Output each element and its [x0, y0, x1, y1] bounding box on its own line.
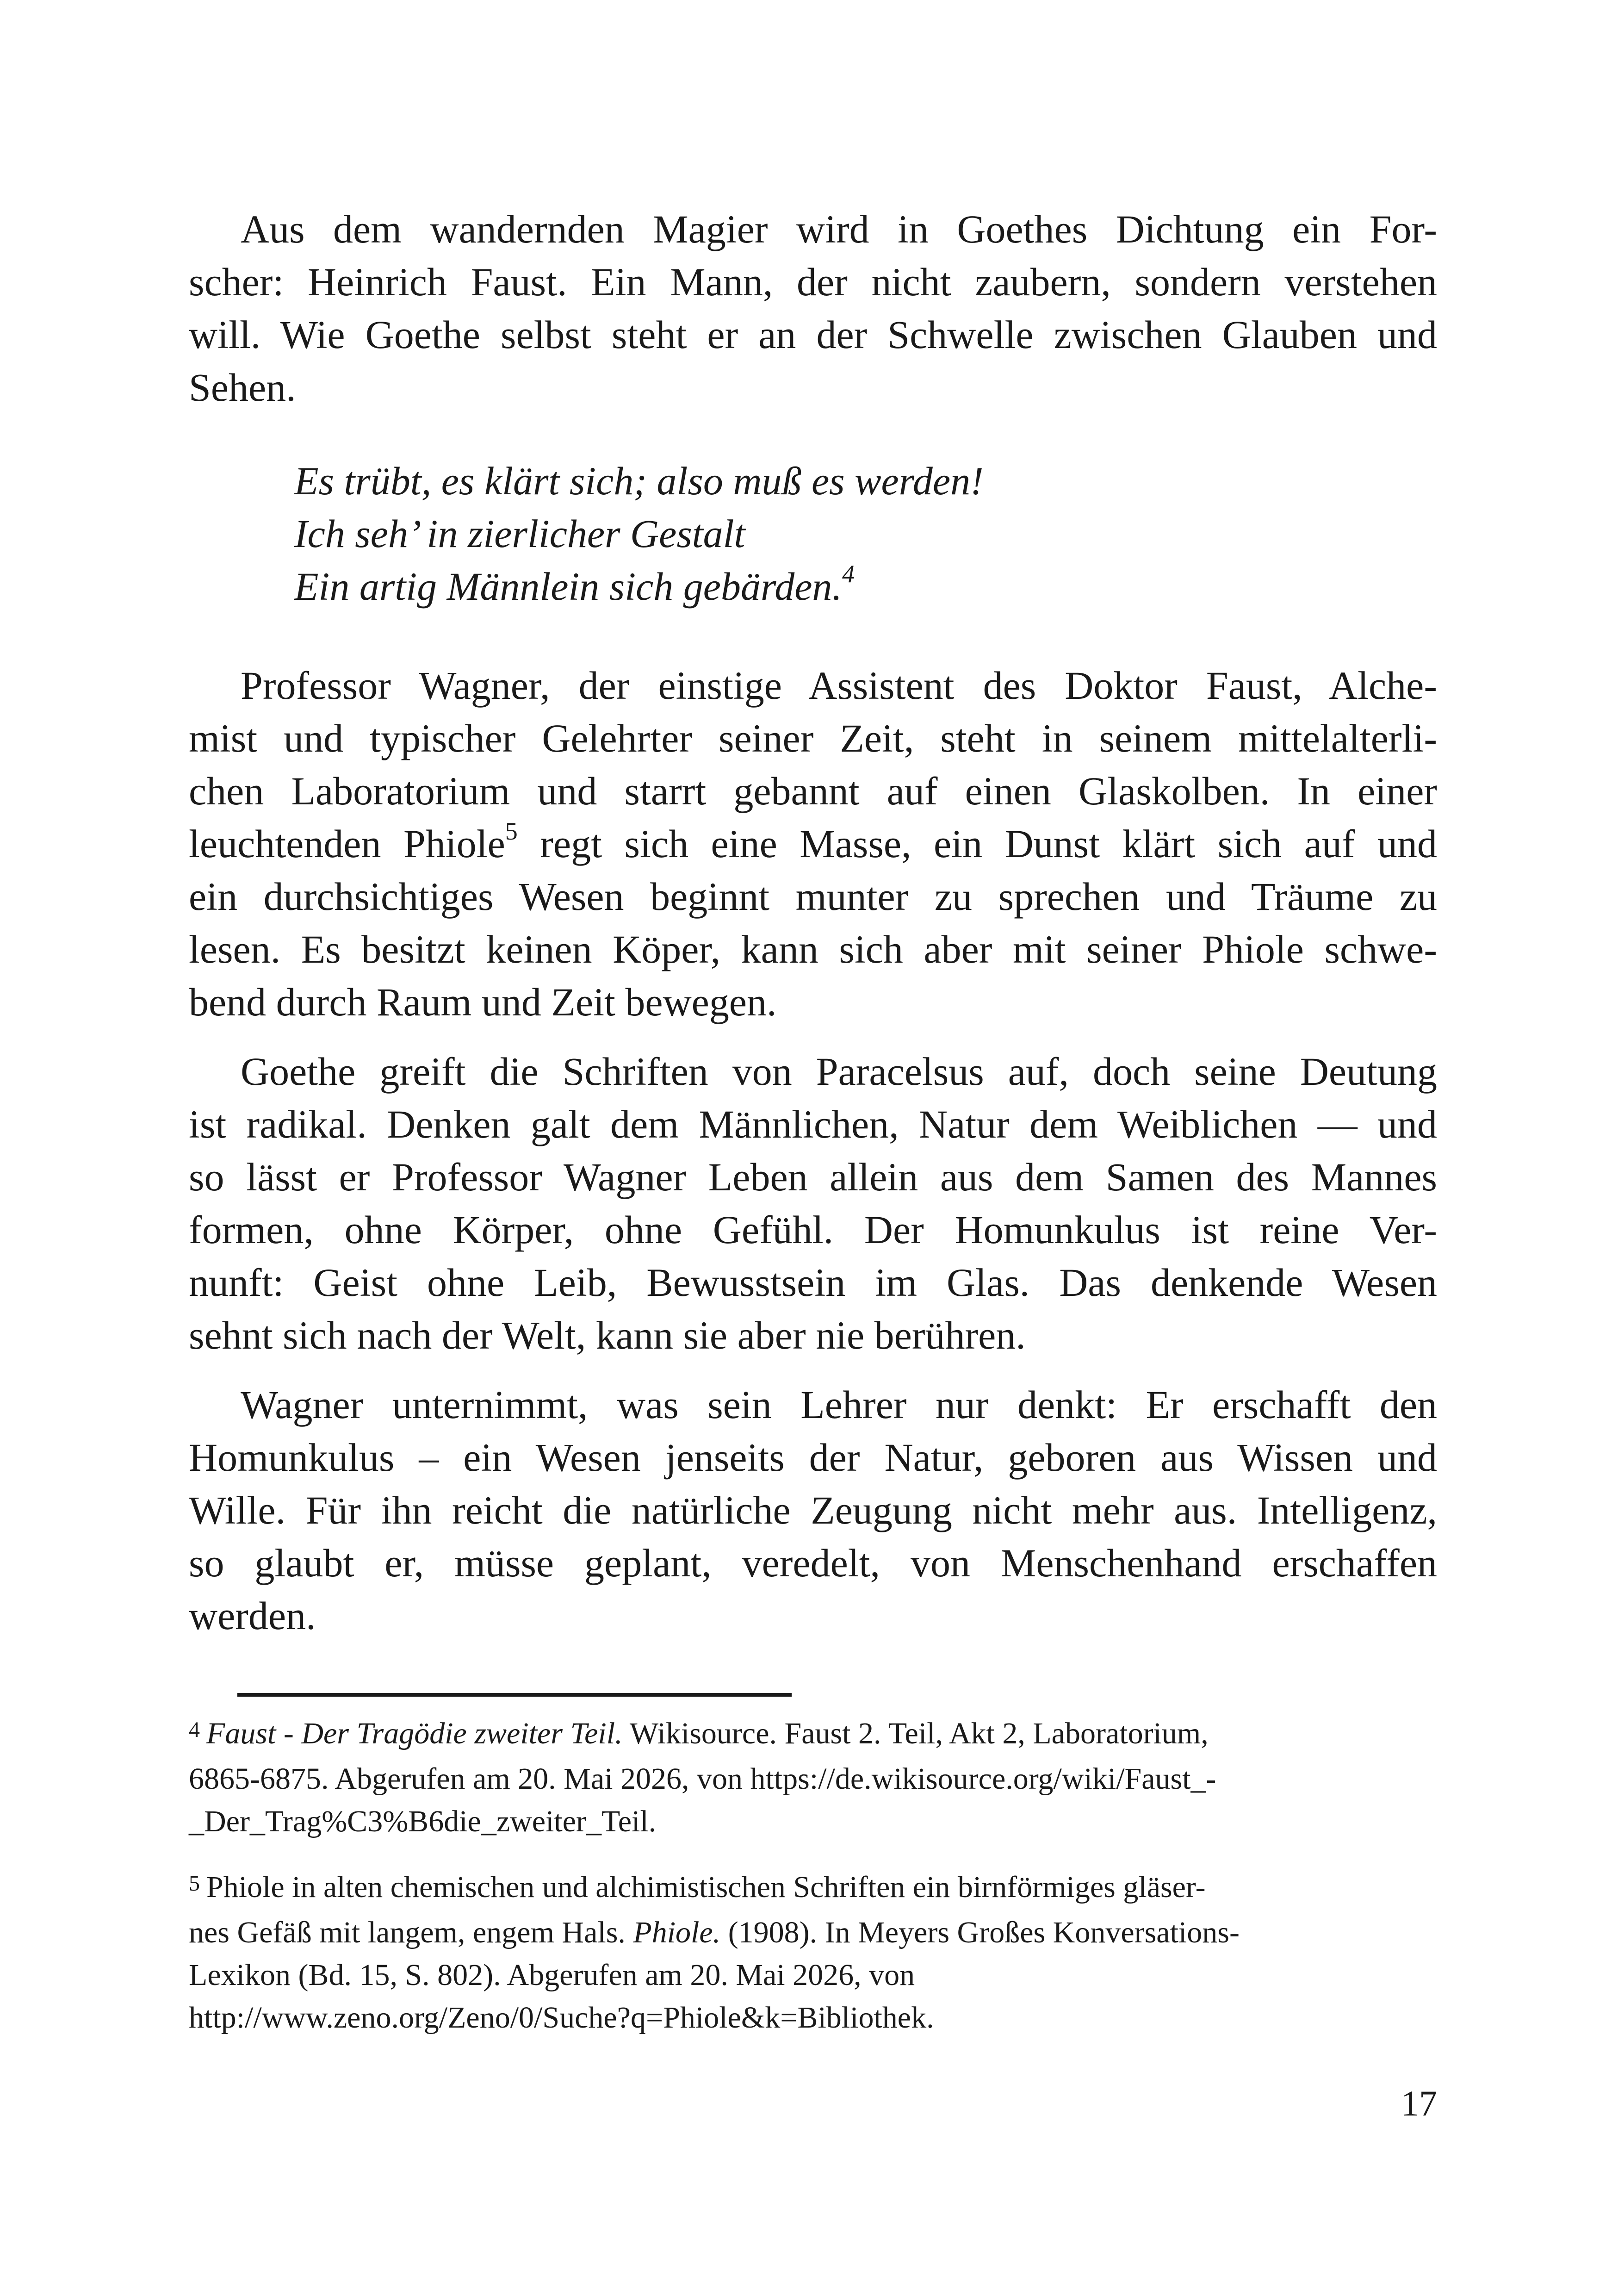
verse-quote	[294, 454, 984, 613]
footnote-ref-4[interactable]: 4	[842, 560, 855, 588]
paragraph-line-text: leuchtenden Phiole	[189, 821, 505, 866]
footnote-5	[189, 1866, 1437, 2039]
paragraph-line: bend durch Raum und Zeit bewegen.	[189, 980, 777, 1024]
verse-line: Ich seh’ in zierlicher Gestalt	[294, 511, 745, 556]
footnote-line	[189, 1712, 1437, 1758]
footnote-line	[189, 1911, 1437, 1954]
footnote-mark: 5	[189, 1871, 200, 1896]
paragraph-line: scher: Heinrich Faust. Ein Mann, der nicht zaubern, sondern verstehen	[189, 260, 1437, 304]
footnote-mark: 4	[189, 1717, 200, 1742]
footnote-line[interactable]: http://www.zeno.org/Zeno/0/Suche?q=Phiole&k=Bibliothek.	[189, 2001, 934, 2035]
paragraph-line: mist und typischer Gelehrter seiner Zeit, steht in seinem mittelalterli-	[189, 716, 1437, 760]
paragraph-line: lesen. Es besitzt keinen Köper, kann sich aber mit seiner Phiole schwe-	[189, 927, 1437, 971]
paragraph-line: werden.	[189, 1593, 316, 1638]
paragraph-line: nunft: Geist ohne Leib, Bewusstsein im Glas. Das denkende Wesen	[189, 1260, 1437, 1305]
paragraph-4	[189, 1378, 1437, 1642]
paragraph-line-text: regt sich eine Masse, ein Dunst klärt sich auf und	[517, 821, 1437, 866]
footnote-line-text: Wikisource. Faust 2. Teil, Akt 2, Laboratorium,	[622, 1717, 1209, 1750]
footnote-line-text: nes Gefäß mit langem, engem Hals.	[189, 1916, 633, 1949]
verse-line: Es trübt, es klärt sich; also muß es werden!	[294, 459, 984, 503]
paragraph-line: Wille. Für ihn reicht die natürliche Zeugung nicht mehr aus. Intelligenz,	[189, 1488, 1437, 1532]
footnote-separator	[237, 1693, 792, 1697]
footnote-ref-5[interactable]: 5	[505, 817, 518, 846]
footnote-4	[189, 1712, 1437, 1843]
paragraph-line: ist radikal. Denken galt dem Männlichen, Natur dem Weiblichen — und	[189, 1102, 1437, 1146]
paragraph-1	[189, 203, 1437, 414]
footnote-line-text: (1908). In Meyers Großes Konversations-	[720, 1916, 1240, 1949]
footnote-title: Faust - Der Tragödie zweiter Teil.	[206, 1717, 623, 1750]
paragraph-line	[189, 817, 1437, 870]
footnote-line: Lexikon (Bd. 15, S. 802). Abgerufen am 20. Mai 2026, von	[189, 1958, 915, 1992]
paragraph-line: formen, ohne Körper, ohne Gefühl. Der Homunkulus ist reine Ver-	[189, 1207, 1437, 1252]
page-number: 17	[1401, 2083, 1437, 2123]
footnote-title: Phiole.	[633, 1916, 721, 1949]
paragraph-line: Wagner unternimmt, was sein Lehrer nur denkt: Er erschafft den	[241, 1382, 1437, 1427]
footnote-line[interactable]: _Der_Trag%C3%B6die_zweiter_Teil.	[189, 1804, 657, 1838]
paragraph-2	[189, 659, 1437, 1028]
paragraph-line: so lässt er Professor Wagner Leben allein aus dem Samen des Mannes	[189, 1155, 1437, 1199]
footnote-line[interactable]: 6865-6875. Abgerufen am 20. Mai 2026, von https://de.wikisource.org/wiki/Faust_-	[189, 1762, 1216, 1796]
paragraph-line: chen Laboratorium und starrt gebannt auf einen Glaskolben. In einer	[189, 769, 1437, 813]
footnote-line-text: Phiole in alten chemischen und alchimistischen Schriften ein birnförmiges gläser-	[206, 1870, 1206, 1904]
paragraph-line: Professor Wagner, der einstige Assistent des Doktor Faust, Alche-	[241, 663, 1437, 708]
verse-line-text: Ein artig Männlein sich gebärden.	[294, 564, 842, 609]
paragraph-line: Goethe greift die Schriften von Paracelsus auf, doch seine Deutung	[241, 1049, 1437, 1094]
paragraph-line: Homunkulus – ein Wesen jenseits der Natur, geboren aus Wissen und	[189, 1435, 1437, 1480]
paragraph-line: so glaubt er, müsse geplant, veredelt, von Menschenhand erschaffen	[189, 1541, 1437, 1585]
paragraph-line: ein durchsichtiges Wesen beginnt munter zu sprechen und Träume zu	[189, 874, 1437, 919]
verse-line	[294, 560, 984, 613]
paragraph-line: sehnt sich nach der Welt, kann sie aber nie berühren.	[189, 1313, 1026, 1357]
paragraph-3	[189, 1045, 1437, 1362]
paragraph-line: will. Wie Goethe selbst steht er an der Schwelle zwischen Glauben und	[189, 312, 1437, 357]
footnote-line	[189, 1866, 1437, 1911]
paragraph-line: Aus dem wandernden Magier wird in Goethes Dichtung ein For-	[241, 207, 1437, 251]
paragraph-line: Sehen.	[189, 365, 296, 410]
